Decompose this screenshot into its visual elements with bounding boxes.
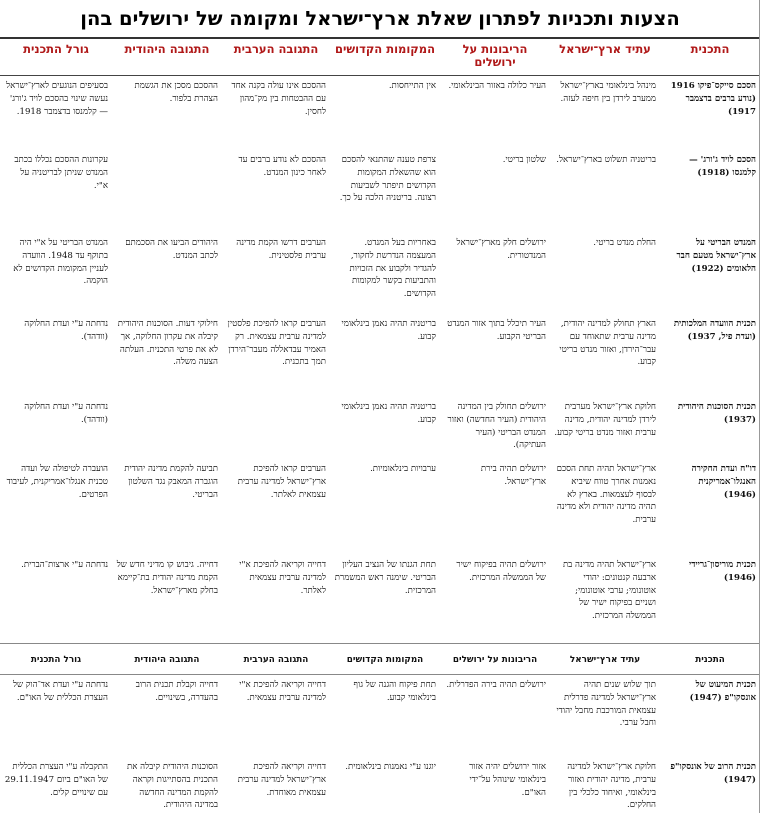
table-row: [0, 757, 760, 836]
subheader-holy-places: המקומות הקדושים: [346, 655, 424, 665]
cell-arab-response: ההסכם לא נודע ברבים עד לאחר כינון המנדט.: [238, 155, 326, 178]
table-row: [0, 233, 760, 314]
header-holy-places: המקומות הקדושים: [335, 42, 435, 56]
cell-holy-places: תחת פיקוח והגנה של גוף בינלאומי קבוע.: [353, 680, 436, 703]
cell-plan: המנדט הבריטי על ארץ־ישראל מטעם חבר הלאומים (1922): [676, 238, 756, 274]
table-row: [0, 314, 760, 397]
table-row: [0, 555, 760, 643]
page-title: הצעות ותכניות לפתרון שאלת ארץ־ישראל ומקומה של ירושלים בהן: [0, 0, 760, 39]
cell-future: בריטניה תשלוט בארץ־ישראל.: [556, 155, 656, 165]
cell-sovereignty: שלטון בריטי.: [502, 155, 546, 165]
cell-jewish-response: דחייה. גיבוש קו מדיני חדש של הקמת מדינה יהודית בת־קיימא בחלק מארץ־ישראל.: [116, 560, 218, 596]
cell-fate: נדחתה ע"י ארצות־הברית.: [21, 560, 108, 570]
cell-jewish-response: תביעה להקמת מדינה יהודית הוגברה המאבק נגד השלטון הבריטי.: [124, 464, 218, 500]
cell-plan: תכנית הסוכנות היהודית (1937): [677, 402, 756, 425]
cell-arab-response: [222, 397, 330, 459]
table-header: [0, 39, 760, 76]
cell-future: חלוקת ארץ־ישראל מערבית לירדן למדינה יהודית, מדינה ערבית ואזור מנדט בריטי קבוע.: [554, 402, 656, 438]
table-body: [0, 76, 760, 836]
cell-plan: הסכם סייקס־פיקו 1916 (נודע ברבים בדצמבר 1917): [670, 81, 756, 117]
cell-arab-response: דחייה וקריאה להפיכת ארץ־ישראל למדינה ערבית עצמאית מאוחדת.: [237, 762, 326, 798]
cell-sovereignty: ירושלים תהיה בפיקוח ישיר של הממשלה המרכזית.: [456, 560, 546, 583]
cell-arab-response: דחייה וקריאה להפיכת א"י למדינה ערבית עצמאית.: [239, 680, 326, 703]
cell-future: חלוקת ארץ־ישראל למדינה ערבית, מדינה יהודית ואזור בינלאומי, ואיחוד כלכלי בין החלקים.: [567, 762, 656, 811]
cell-plan: תכנית הרוב של אונסקו"פ (1947): [670, 762, 756, 785]
cell-fate: התקבלה ע"י העצרת הכללית של האו"ם ביום 29.11.1947 עם שינויים קלים.: [4, 762, 108, 798]
header-plan: התכנית: [690, 42, 730, 56]
table-row: [0, 675, 760, 757]
table-row: [0, 397, 760, 459]
cell-plan: הסכם לויד ג'ורג' — קלמנסו (1918): [689, 155, 756, 178]
cell-future: תוך שלוש שנים תהיה ארץ־ישראל למדינה פדרלית עצמאית המורכבת מחבל יהודי וחבל ערבי.: [556, 680, 656, 729]
cell-holy-places: תחת הגנתו של הנציב העליון הבריטי. שימנה ראש המשמרת המרכזית.: [334, 560, 436, 596]
cell-plan: תכנית המיעוט של אונסקו"פ (1947): [689, 680, 756, 703]
cell-fate: בסעיפים הנוגעים לארץ־ישראל נעשה שינוי בהסכם לויד ג'ורג' — קלמנסו בדצמבר 1918.: [6, 81, 108, 117]
cell-plan: תכנית מוריסון־גריידי (1946): [688, 560, 756, 583]
cell-sovereignty: ירושלים תהיה בירה הפדרלית.: [446, 680, 546, 690]
cell-jewish-response: ההסכם מסכן את הגשמת הצהרת בלפור.: [134, 81, 218, 104]
subheader-fate: גורל התכנית: [30, 655, 82, 665]
cell-sovereignty: אזור ירושלים יהיה אזור בינלאומי שינוהל על־ידי האו"ם.: [469, 762, 546, 798]
cell-sovereignty: ירושלים חלק מארץ־ישראל המנדטורית.: [456, 238, 546, 261]
cell-future: הארץ תחולק למדינה יהודית, מדינה ערבית שתאוחד עם עבר־הירדן, ואזור מנדט בריטי קבוע.: [559, 319, 656, 368]
header-jewish-response: התגובה היהודית: [124, 42, 210, 56]
cell-future: ארץ־ישראל תהיה תחת הסכם נאמנות אחרך טווח שיביא לבסוף לעצמאות. בארץ לא תהיה מדינה יהודית ולא מדינה ערבית.: [556, 464, 656, 526]
cell-jewish-response: הסוכנות היהודית קיבלה את התכנית בהסתייגות וקראה להקמת המדינה החדשה במדינה היהודית.: [127, 762, 218, 811]
cell-fate: נדחתה ע"י ועדת החלוקה (וודהד).: [24, 402, 108, 425]
header-sovereignty: הריבונות על ירושלים: [462, 42, 528, 69]
cell-plan: דו"ח ועדת החקירה האנגלו־אמריקנית (1946): [691, 464, 756, 500]
cell-sovereignty: העיר תיכלל בתוך אזור המנדט הבריטי הקבוע.: [447, 319, 546, 342]
cell-jewish-response: דחייה וקבלת תכנית הרוב בהעדרה, בשינויים.: [135, 680, 218, 703]
cell-future: מינהל בינלאומי בארץ־ישראל ממערב לירדן בין חיפה לעזה.: [560, 81, 656, 104]
cell-jewish-response: [112, 150, 222, 233]
header-arab-response: התגובה הערבית: [233, 42, 319, 56]
cell-arab-response: הערבים קראו להפיכת פלסטין למדינה ערבית עצמאית. רק האמיר עבדאללה מעבר־הירדן תמך בתכנית.: [227, 319, 326, 368]
cell-fate: המנדט הבריטי על א"י היה בתוקף עד 1948. הוועדה לעניין המקומות הקדושים לא הוקמה.: [13, 238, 108, 287]
header-future: עתיד ארץ־ישראל: [559, 42, 651, 56]
cell-holy-places: באחריות בעל המנדט. המעצמה הנדרשת לחקור, להגדיר ולקבוע את הזכויות והתביעות בקשר למקומות הקדושים.: [349, 238, 436, 300]
table-subheader: [0, 643, 760, 675]
cell-holy-places: בריטניה תהיה נאמן בינלאומי קבוע.: [341, 319, 436, 342]
table-row: [0, 76, 760, 150]
table-row: [0, 150, 760, 233]
subheader-jewish-response: התגובה היהודית: [134, 655, 200, 665]
cell-arab-response: דחייה וקריאה להפיכת א"י למדינה ערבית עצמאית לאלתר.: [239, 560, 326, 596]
subheader-future: עתיד ארץ־ישראל: [569, 655, 641, 665]
cell-sovereignty: ירושלים תהיה בירת ארץ־ישראל.: [480, 464, 546, 487]
subheader-sovereignty: הריבונות על ירושלים: [452, 655, 538, 665]
cell-arab-response: ההסכם אינו עולה בקנה אחד עם ההבטחות בין מק־מהון לחסין.: [231, 81, 326, 117]
cell-fate: נדחתה ע"י ועדת החלוקה (וודהד).: [24, 319, 108, 342]
cell-holy-places: יוגנו ע"י נאמנות בינלאומית.: [345, 762, 436, 772]
cell-sovereignty: העיר כלולה באזור הבינלאומי.: [448, 81, 546, 91]
cell-holy-places: צרפת טענה שהתנאי להסכם הוא שהשאלת המקומות הקדושים תיפתר לשביעות רצונה. בריטניה הלכה על כך.: [339, 155, 436, 204]
subheader-plan: התכנית: [695, 655, 725, 665]
cell-plan: תכנית הוועדה המלכותית (ועדת פיל, 1937): [673, 319, 756, 342]
cell-holy-places: בריטניה תהיה נאמן בינלאומי קבוע.: [341, 402, 436, 425]
subheader-arab-response: התגובה הערבית: [243, 655, 309, 665]
cell-fate: עקרונות ההסכם נכללו בכתב המנדט שניתן לבריטניה על א"י.: [14, 155, 108, 191]
table-row: [0, 459, 760, 555]
cell-fate: הועברה לטיפולה של ועדה טכנית אנגלו־אמריקנית, לעיבוד הפרטים.: [6, 464, 108, 500]
cell-jewish-response: [112, 397, 222, 459]
cell-holy-places: אין התייחסות.: [388, 81, 436, 91]
cell-arab-response: הערבים קראו להפיכת ארץ־ישראל למדינה ערבית עצמאית לאלתר.: [237, 464, 326, 500]
header-fate: גורל התכנית: [23, 42, 89, 56]
cell-arab-response: הערבים דרשו הקמת מדינה ערבית פלסטינית.: [236, 238, 326, 261]
cell-holy-places: ערבויות בינלאומיות.: [370, 464, 436, 474]
cell-future: ארץ־ישראל תהיה מדינה בת ארבעה קנטונים: יהודי אוטונומי; ערבי אוטונומי; ושניים בפיקוח ישיר של הממשלה המרכזית.: [562, 560, 656, 622]
cell-sovereignty: ירושלים תחולק בין המדינה היהודית (העיר החדשה) ואזור המנדט הבריטי (העיר העתיקה).: [447, 402, 546, 451]
cell-future: החלת מנדט בריטי.: [593, 238, 656, 248]
cell-fate: נדחתה ע"י ועדת אד־הוק של העצרת הכללית של האו"ם.: [12, 680, 108, 703]
cell-jewish-response: היהודים הביעו את הסכמתם לכתב המנדט.: [125, 238, 218, 261]
cell-jewish-response: חילוקי דעות. הסוכנות היהודית קיבלה את עקרון החלוקה, אך לא את פרטי התכנית. העלתה הצעה משלה.: [117, 319, 218, 368]
